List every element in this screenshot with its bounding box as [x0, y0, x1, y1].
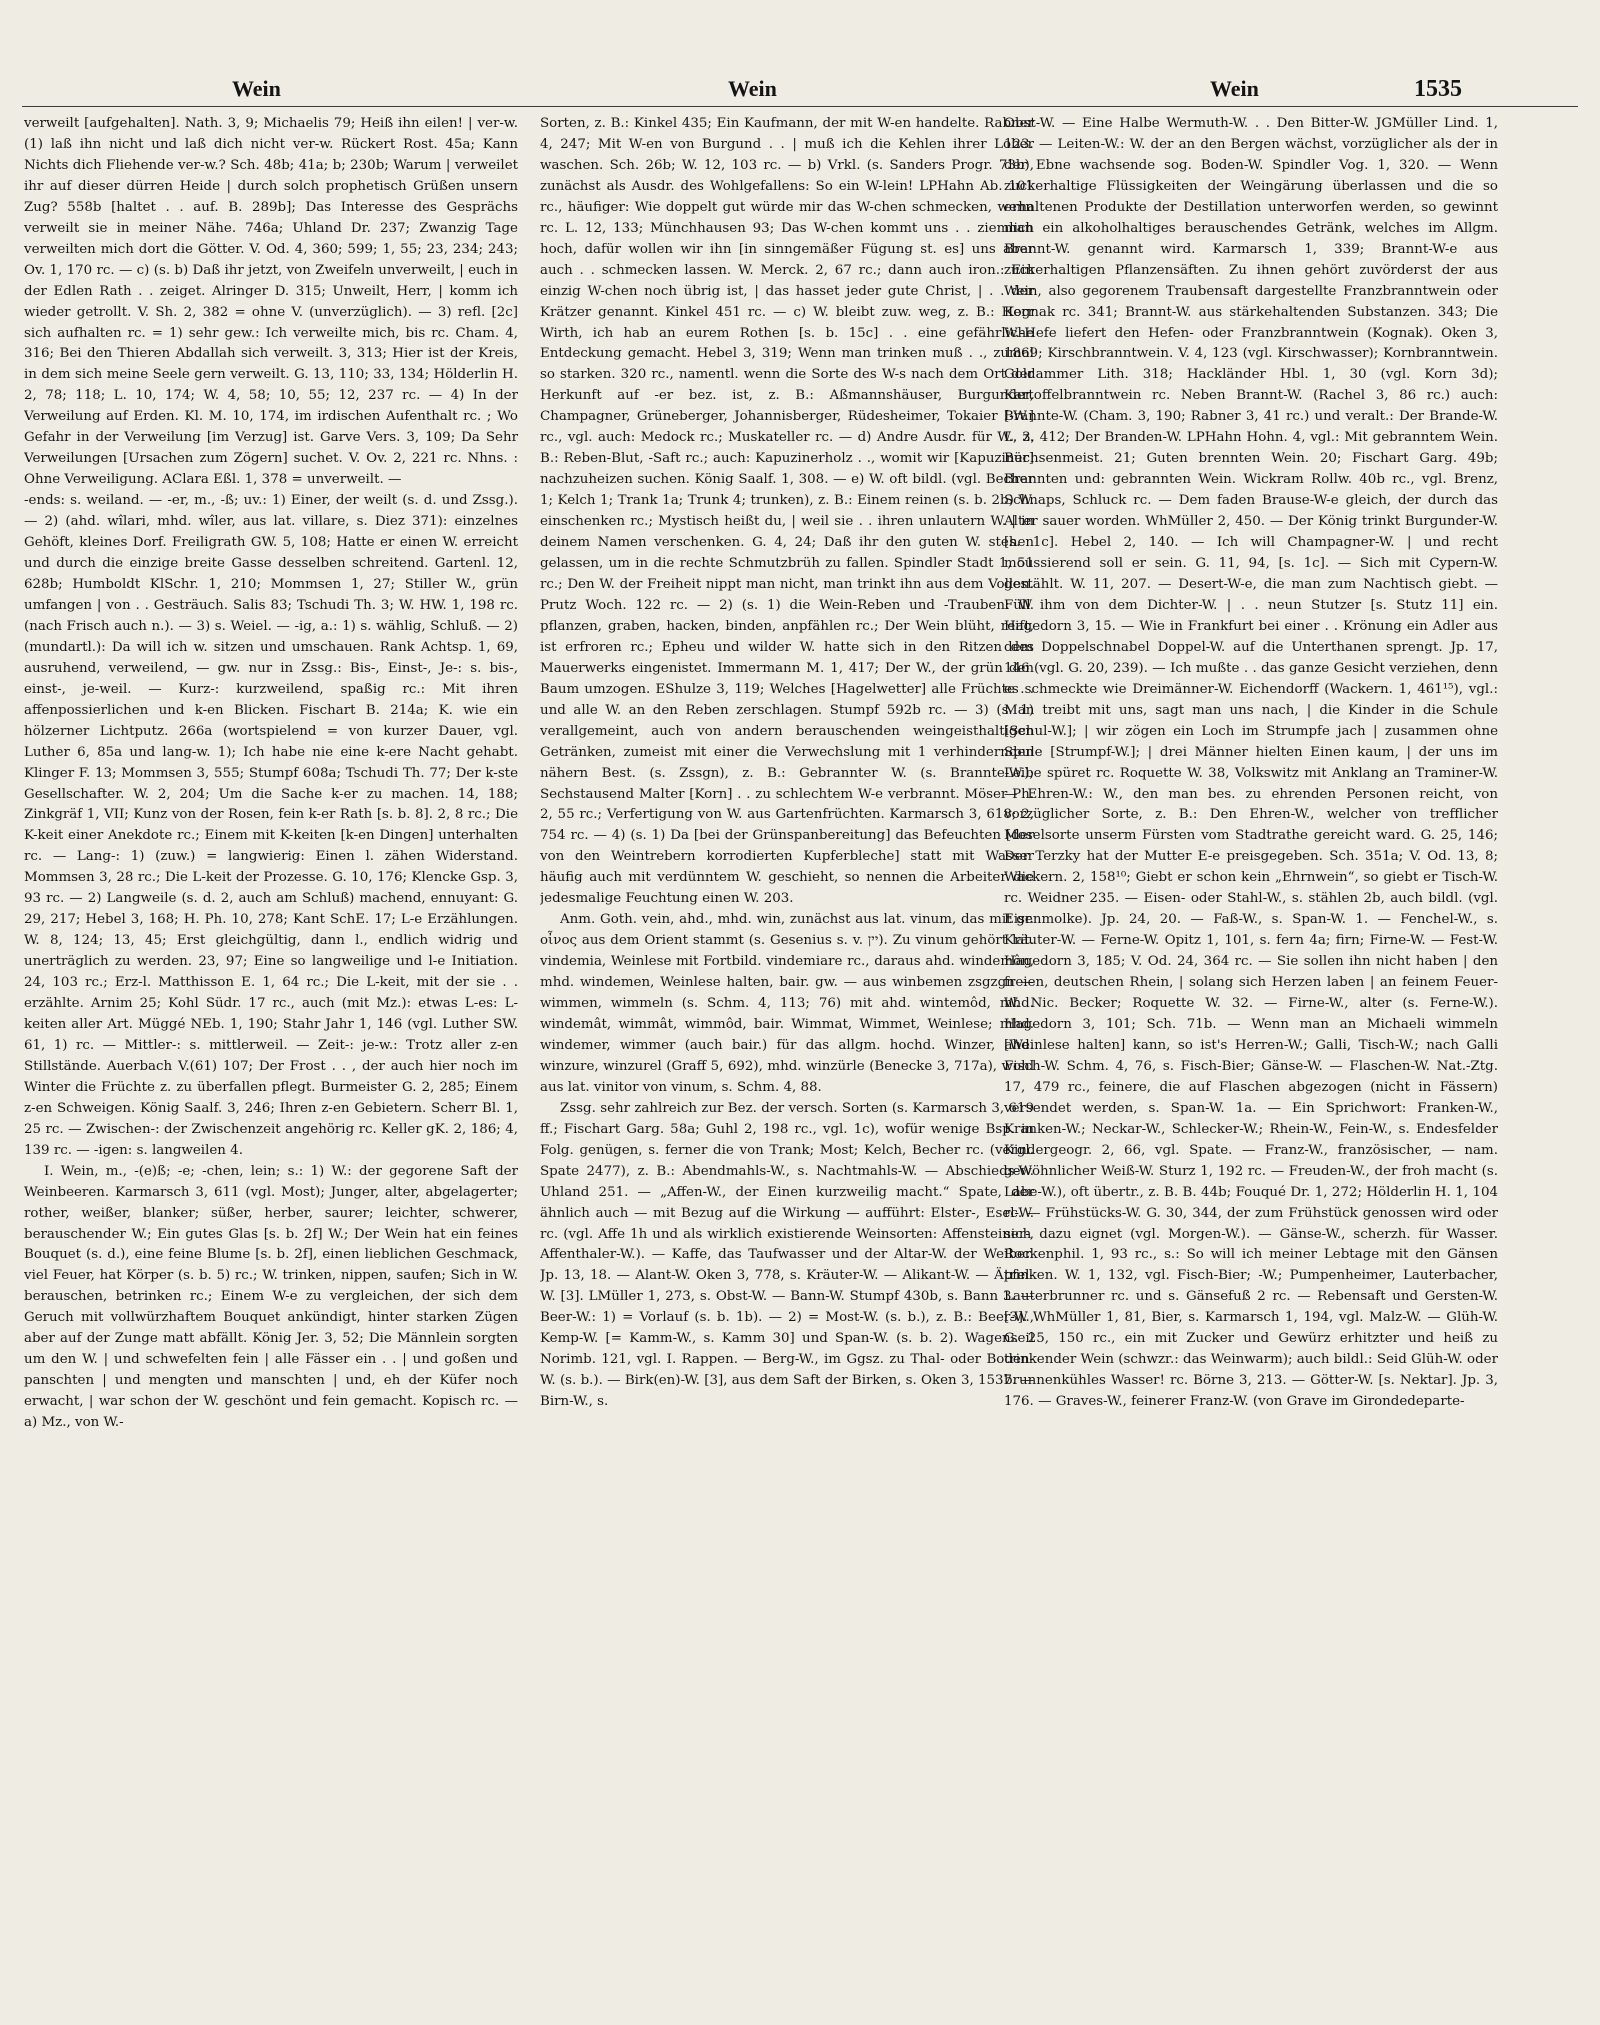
page-number: 1535	[1414, 76, 1462, 102]
running-head-right: Wein	[1210, 76, 1259, 101]
compound-paragraph: Zssg. sehr zahlreich zur Bez. der versch. Sorten (s. Karmarsch 3, 619 ff.; Fischart Garg. 58a; Guhl 2, 198 rc., vgl. 1c), wofür wenige Bsp. in Folg. genügen, s. ferner die von Trank; Most; Kelch, Becher rc. (vergl. Spate 2477), z. B.: Abendmahls-W., s. Nachtmahls-W. — Abschieds-W. Uhland 251. — „Affen-W., der Einen kurzweilig macht.“ Spate, der ähnlich auch — mit Bezug auf die Wirkung — aufführt: Elster-, Esel-W. rc. (vgl. Affe 1h und als wirklich existierende Weinsorten: Affensteiner-, Affenthaler-W.). — Kaffe, das Taufwasser und der Altar-W. der Weiber. Jp. 13, 18. — Alant-W. Oken 3, 778, s. Kräuter-W. — Alikant-W. — Äpfel-W. [3]. LMüller 1, 273, s. Obst-W. — Bann-W. Stumpf 430b, s. Bann 3. — Beer-W.: 1) = Vorlauf (s. b. 1b). — 2) = Most-W. (s. b.), z. B.: Beer-W., Kemp-W. [= Kamm-W., s. Kamm 30] und Span-W. (s. b. 2). Wagenseil Norimb. 121, vgl. I. Rappen. — Berg-W., im Ggsz. zu Thal- oder Boden-W. (s. b.). — Birk(en)-W. [3], aus dem Saft der Birken, s. Oken 3, 1537. — Birn-W., s.	[540, 1100, 1034, 1410]
text-column-1	[24, 114, 518, 1974]
paragraph: -ends: s. weiland. — -er, m., -ß; uv.: 1) Einer, der weilt (s. d. und Zssg.). — 2) (ahd. wîlari, mhd. wîler, aus lat. villare, s. Diez 371): einzelnes Gehöft, kleines Dorf. Freiligrath GW. 5, 108; Hatte er einen W. erreicht und durch die einzige breite Gasse desselben schreitend. Gartenl. 12, 628b; Humboldt KlSchr. 1, 210; Mommsen 1, 27; Stiller W., grün umfangen | von . . Gesträuch. Salis 83; Tschudi Th. 3; W. HW. 1, 198 rc. (nach Frisch auch n.). — 3) s. Weiel. — -ig, a.: 1) s. wählig, Schluß. — 2) (mundartl.): Da will ich w. sitzen und umschauen. Rank Achtsp. 1, 69, ausruhend, verweilend, — gw. nur in Zssg.: Bis-, Einst-, Je-: s. bis-, einst-, je-weil. — Kurz-: kurzweilend, spaßig rc.: Mit ihren affenpossierlichen und k-en Blicken. Fischart B. 214a; K. wie ein hölzerner Lichtputz. 266a (wortspielend = von kurzer Dauer, vgl. Luther 6, 85a und lang-w. 1); Ich habe nie eine k-ere Nacht gehabt. Klinger F. 13; Mommsen 3, 555; Stumpf 608a; Tschudi Th. 77; Der k-ste Gesellschafter. W. 2, 204; Um die Sache k-er zu machen. 14, 188; Zinkgräf 1, VII; Kunz von der Rosen, fein k-er Rath [s. b. 8]. 2, 8 rc.; Die K-keit einer Anekdote rc.; Einem mit K-keiten [k-en Dingen] unterhalten rc. — Lang-: 1) (zuw.) = langwierig: Einen l. zähen Widerstand. Mommsen 3, 28 rc.; Die L-keit der Prozesse. G. 10, 176; Klencke Gsp. 3, 93 rc. — 2) Langweile (s. d. 2, auch am Schluß) machend, ennuyant: G. 29, 217; Hebel 3, 168; H. Ph. 10, 278; Kant SchE. 17; L-e Erzählungen. W. 8, 124; 13, 45; Erst gleichgültig, dann l., endlich widrig und unerträglich zu werden. 23, 97; Eine so langweilige und l-e Initiation. 24, 103 rc.; Erz-l. Matthisson E. 1, 64 rc.; Die L-keit, mit der sie . . erzählte. Arnim 25; Kohl Südr. 17 rc., auch (mit Mz.): etwas L-es: L-keiten aller Art. Müggé NEb. 1, 190; Stahr Jahr 1, 146 (vgl. Luther SW. 61, 1) rc. — Mittler-: s. mittlerweil. — Zeit-: je-w.: Trotz aller z-en Stillstände. Auerbach V.(61) 107; Der Frost . . , der auch hier noch im Winter die Früchte z. zu überfallen pflegt. Burmeister G. 2, 285; Einem z-en Schweigen. König Saalf. 3, 246; Ihren z-en Gebietern. Scherr Bl. 1, 25 rc. — Zwischen-: der Zwischenzeit angehörig rc. Keller gK. 2, 186; 4, 139 rc. — -igen: s. langweilen 4.	[24, 493, 518, 1158]
text-column-3	[1004, 114, 1498, 1974]
running-head-center: Wein	[728, 76, 777, 101]
paragraph: Sorten, z. B.: Kinkel 435; Ein Kaufmann, der mit W-en handelte. Rabner 4, 247; Mit W-en von Burgund . . | muß ich die Kehlen ihrer Lober waschen. Sch. 26b; W. 12, 103 rc. — b) Vrkl. (s. Sanders Progr. 73b), zunächst als Ausdr. des Wohlgefallens: So ein W-lein! LPHahn Ab. 101 rc., häufiger: Wie doppelt gut würde mir das W-chen schmecken, wenn rc. L. 12, 133; Münchhausen 93; Das W-chen kommt uns . . ziemlich hoch, dafür wollen wir ihn [in sinngemäßer Fügung st. es] uns aber auch . . schmecken lassen. W. Merck. 2, 67 rc.; dann auch iron.: Ein einzig W-chen noch übrig ist, | das hasset jeder gute Christ, | . . der Krätzer genannt. Kinkel 451 rc. — c) W. bleibt zuw. weg, z. B.: Herr Wirth, ich hab an eurem Rothen [s. b. 15c] . . eine gefährliche Entdeckung gemacht. Hebel 3, 319; Wenn man trinken muß . ., zumal so starken. 320 rc., namentl. wenn die Sorte des W-s nach dem Ort der Herkunft auf -er bez. ist, z. B.: Aßmannshäuser, Burgunder, Champagner, Grüneberger, Johannisberger, Rüdesheimer, Tokaier [-W.] rc., vgl. auch: Medock rc.; Muskateller rc. — d) Andre Ausdr. für W., z. B.: Reben-Blut, -Saft rc.; auch: Kapuzinerholz . ., womit wir [Kapuziner] nachzuheizen suchen. König Saalf. 1, 308. — e) W. oft bildl. (vgl. Becher 1; Kelch 1; Trank 1a; Trunk 4; trunken), z. B.: Einem reinen (s. b. 2b) W. einschenken rc.; Mystisch heißt du, | weil sie . . ihren unlautern W. | in deinem Namen verschenken. G. 4, 24; Daß ihr den guten W. stehen gelassen, um in die rechte Schmutzbrüh zu fallen. Spindler Stadt 1, 51 rc.; Den W. der Freiheit nippt man nicht, man trinkt ihn aus dem Vollen. Prutz Woch. 122 rc. — 2) (s. 1) die Wein-Reben und -Trauben: W. pflanzen, graben, hacken, binden, anpfählen rc.; Der Wein blüht, reift, ist erfroren rc.; Epheu und wilder W. hatte sich in den Ritzen des Mauerwerks eingenistet. Immermann M. 1, 417; Der W., der grün den Baum umzogen. EShulze 3, 119; Welches [Hagelwetter] alle Früchte . . und alle W. an den Reben zerschlagen. Stumpf 592b rc. — 3) (s. 1) verallgemeint, auch von andern berauschenden weingeisthaltigen Getränken, zumeist mit einer die Verwechslung mit 1 verhindernden nähern Best. (s. Zssgn), z. B.: Gebrannter W. (s. Brannte-W.); Sechstausend Malter [Korn] . . zu schlechtem W-e verbrannt. Möser Ph. 2, 55 rc.; Verfertigung von W. aus Gartenfrüchten. Karmarsch 3, 618; 2, 754 rc. — 4) (s. 1) Da [bei der Grünspanbereitung] das Befeuchten [der von den Weintrebern korrodierten Kupferbleche] statt mit Wasser häufig auch mit verdünntem W. geschieht, so nennen die Arbeiter die jedesmalige Feuchtung einen W. 203.	[540, 116, 1034, 907]
running-head-left: Wein	[232, 76, 281, 101]
paragraph: verweilt [aufgehalten]. Nath. 3, 9; Michaelis 79; Heiß ihn eilen! | ver-w. (1) laß ihn nicht und laß dich nicht ver-w. Rückert Rost. 45a; Kann Nichts dich Fliehende ver-w.? Sch. 48b; 41a; b; 230b; Warum | verweilet ihr auf dieser dürren Heide | durch solch prophetisch Grüßen unsern Zug? 558b [haltet . . auf. B. 289b]; Das Interesse des Gesprächs verweilt sie in meiner Nähe. 746a; Uhland Dr. 237; Zwanzig Tage verweilten mich dort die Götter. V. Od. 4, 360; 599; 1, 55; 23, 234; 243; Ov. 1, 170 rc. — c) (s. b) Daß ihr jetzt, von Zweifeln unverweilt, | euch in der Edlen Rath . . zeiget. Alringer D. 315; Unweilt, Herr, | komm ich wieder getrollt. V. Sh. 2, 382 = ohne V. (unverzüglich). — 3) refl. [2c] sich aufhalten rc. = 1) sehr gew.: Ich verweilte mich, bis rc. Cham. 4, 316; Bei den Thieren Abdallah sich verweilt. 3, 313; Hier ist der Kreis, in dem sich meine Seele gern verweilt. G. 13, 110; 33, 134; Hölderlin H. 2, 78; 118; L. 10, 174; W. 4, 58; 10, 55; 12, 237 rc. — 4) In der Verweilung auf Erden. Kl. M. 10, 174, im irdischen Aufenthalt rc. ; Wo Gefahr in der Verweilung [im Verzug] ist. Garve Vers. 3, 109; Da Sehr Verweilungen [Ursachen zum Zögern] suchet. V. Ov. 2, 221 rc. Nhns. : Ohne Verweiligung. AClara Eßl. 1, 378 = unverweilt. —	[24, 116, 518, 488]
entry-paragraph: I. Wein, m., -(e)ß; -e; -chen, lein; s.: 1) W.: der gegorene Saft der Weinbeeren. Karmarsch 3, 611 (vgl. Most); Junger, alter, abgelagerter; rother, weißer, blanker; süßer, herber, saurer; leichter, schwerer, berauschender W.; Ein gutes Glas [s. b. 2f] W.; Der Wein hat ein feines Bouquet (s. d.), eine feine Blume [s. b. 2f], einen lieblichen Geschmack, viel Feuer, hat Körper (s. b. 5) rc.; W. trinken, nippen, saufen; Sich in W. berauschen, betrinken rc.; Einem W-e zu vergleichen, der sich dem Geruch mit vollwürzhaftem Bouquet ankündigt, hinter starken Zügen aber auf der Zunge matt abfällt. König Jer. 3, 52; Die Männlein sorgten um den W. | und schwefelten fein | alle Fässer ein . . | und goßen und panschten | und mengten und manschten | und, eh der Küfer noch erwacht, | war schon der W. geschönt und fein gemacht. Kopisch rc. — a) Mz., von W.-	[24, 1163, 518, 1431]
note-paragraph: Anm. Goth. vein, ahd., mhd. win, zunächst aus lat. vinum, das mit gr. οἶνος aus dem Orient stammt (s. Gesenius s. v. יין). Zu vinum gehört lat. vindemia, Weinlese mit Fortbild. vindemiare rc., daraus ahd. windemôn, mhd. windemen, Weinlese halten, bair. gw. — aus winbemen zsgzgn — wimmen, wimmeln (s. Schm. 4, 113; 76) mit ahd. wintemôd, mhd. windemât, wimmât, wimmôd, bair. Wimmat, Wimmet, Weinlese; mhd. windemer, wimmer (auch bair.) für das allgm. hochd. Winzer, ahd. winzure, winzurel (Graff 5, 692), mhd. winzürle (Benecke 3, 717a), wohl aus lat. vinitor von vinum, s. Schm. 4, 88.	[540, 912, 1034, 1095]
paragraph: Obst-W. — Eine Halbe Wermuth-W. . . Den Bitter-W. JGMüller Lind. 1, 123. — Leiten-W.: W. der an den Bergen wächst, vorzüglicher als der in der Ebne wachsende sog. Boden-W. Spindler Vog. 1, 320. — Wenn zuckerhaltige Flüssigkeiten der Weingärung überlassen und die so erhaltenen Produkte der Destillation unterworfen werden, so gewinnt man ein alkoholhaltiges berauschendes Getränk, welches im Allgm. Brannt-W. genannt wird. Karmarsch 1, 339; Brannt-W-e aus zuckerhaltigen Pflanzensäften. Zu ihnen gehört zuvörderst der aus Wein, also gegorenem Traubensaft dargestellte Franzbranntwein oder Kognak rc. 341; Brannt-W. aus stärkehaltenden Substanzen. 343; Die W.-Hefe liefert den Hefen- oder Franzbranntwein (Kognak). Oken 3, 1869; Kirschbranntwein. V. 4, 123 (vgl. Kirschwasser); Kornbranntwein. Goldammer Lith. 318; Hackländer Hbl. 1, 30 (vgl. Korn 3d); Kartoffelbranntwein rc. Neben Brannt-W. (Rachel 3, 86 rc.) auch: Brannte-W. (Cham. 3, 190; Rabner 3, 41 rc.) und veralt.: Der Brande-W. L. 3, 412; Der Branden-W. LPHahn Hohn. 4, vgl.: Mit gebranntem Wein. Büchsenmeist. 21; Guten brennten Wein. 20; Fischart Garg. 49b; Brannten und: gebrannten Wein. Wickram Rollw. 40b rc., vgl. Brenz, Schnaps, Schluck rc. — Dem faden Brause-W-e gleich, der durch das Alter sauer worden. WhMüller 2, 450. — Der König trinkt Burgunder-W. [s. 1c]. Hebel 2, 140. — Ich will Champagner-W. | und recht moussierend soll er sein. G. 11, 94, [s. 1c]. — Sich mit Cypern-W. gestählt. W. 11, 207. — Desert-W-e, die man zum Nachtisch giebt. — Füll ihm von dem Dichter-W. | . . neun Stutzer [s. Stutz 11] ein. Hagedorn 3, 15. — Wie in Frankfurt bei einer . . Krönung ein Adler aus dem Doppelschnabel Doppel-W. auf die Unterthanen sprengt. Jp. 17, 146 (vgl. G. 20, 239). — Ich mußte . . das ganze Gesicht verziehen, denn es schmeckte wie Dreimänner-W. Eichendorff (Wackern. 1, 461¹⁵), vgl.: Man treibt mit uns, sagt man uns nach, | die Kinder in die Schule [Schul-W.]; | wir zögen ein Loch im Strumpfe jach | zusammen ohne Spule [Strumpf-W.]; | drei Männer hielten Einen kaum, | der uns im Leibe spüret rc. Roquette W. 38, Volkswitz mit Anklang an Traminer-W. — Ehren-W.: W., den man bes. zu ehrenden Personen reicht, von vorzüglicher Sorte, z. B.: Den Ehren-W., welcher von trefflicher Moselsorte unserm Fürsten vom Stadtrathe gereicht ward. G. 25, 146; Der Terzky hat der Mutter E-e preisgegeben. Sch. 351a; V. Od. 13, 8; Wackern. 2, 158¹⁰; Giebt er schon kein „Ehrnwein“, so giebt er Tisch-W. rc. Weidner 235. — Eisen- oder Stahl-W., s. stählen 2b, auch bildl. (vgl. Eisenmolke). Jp. 24, 20. — Faß-W., s. Span-W. 1. — Fenchel-W., s. Kräuter-W. — Ferne-W. Opitz 1, 101, s. fern 4a; firn; Firne-W. — Fest-W. Hagedorn 3, 185; V. Od. 24, 364 rc. — Sie sollen ihn nicht haben | den freien, deutschen Rhein, | solang sich Herzen laben | an feinem Feuer-W. Nic. Becker; Roquette W. 32. — Firne-W., alter (s. Ferne-W.). Hagedorn 3, 101; Sch. 71b. — Wenn man an Michaeli wimmeln [Weinlese halten] kann, so ist's Herren-W.; Galli, Tisch-W.; nach Galli Fisch-W. Schm. 4, 76, s. Fisch-Bier; Gänse-W. — Flaschen-W. Nat.-Ztg. 17, 479 rc., feinere, die auf Flaschen abgezogen (nicht in Fässern) versendet werden, s. Span-W. 1a. — Ein Sprichwort: Franken-W., Kranken-W.; Neckar-W., Schlecker-W.; Rhein-W., Fein-W., s. Endesfelder Kindergeogr. 2, 66, vgl. Spate. — Franz-W., französischer, — nam. gewöhnlicher Weiß-W. Sturz 1, 192 rc. — Freuden-W., der froh macht (s. Labe-W.), oft übertr., z. B. B. 44b; Fouqué Dr. 1, 272; Hölderlin H. 1, 104 rc. — Frühstücks-W. G. 30, 344, der zum Frühstück genossen wird oder sich dazu eignet (vgl. Morgen-W.). — Gänse-W., scherzh. für Wasser. Rockenphil. 1, 93 rc., s.: So will ich meiner Lebtage mit den Gänsen trinken. W. 1, 132, vgl. Fisch-Bier; -W.; Pumpenheimer, Lauterbacher, Lauterbrunner rc. und s. Gänsefuß 2 rc. — Rebensaft und Gersten-W. [3]. WhMüller 1, 81, Bier, s. Karmarsch 1, 194, vgl. Malz-W. — Glüh-W. G. 25, 150 rc., ein mit Zucker und Gewürz erhitzter und heiß zu trinkender Wein (schwzr.: das Weinwarm); auch bildl.: Seid Glüh-W. oder brunnenkühles Wasser! rc. Börne 3, 213. — Götter-W. [s. Nektar]. Jp. 3, 176. — Graves-W., feinerer Franz-W. (von Grave im Girondedeparte-	[1004, 116, 1498, 1410]
header-rule	[22, 106, 1578, 107]
text-column-2	[540, 114, 1034, 1974]
